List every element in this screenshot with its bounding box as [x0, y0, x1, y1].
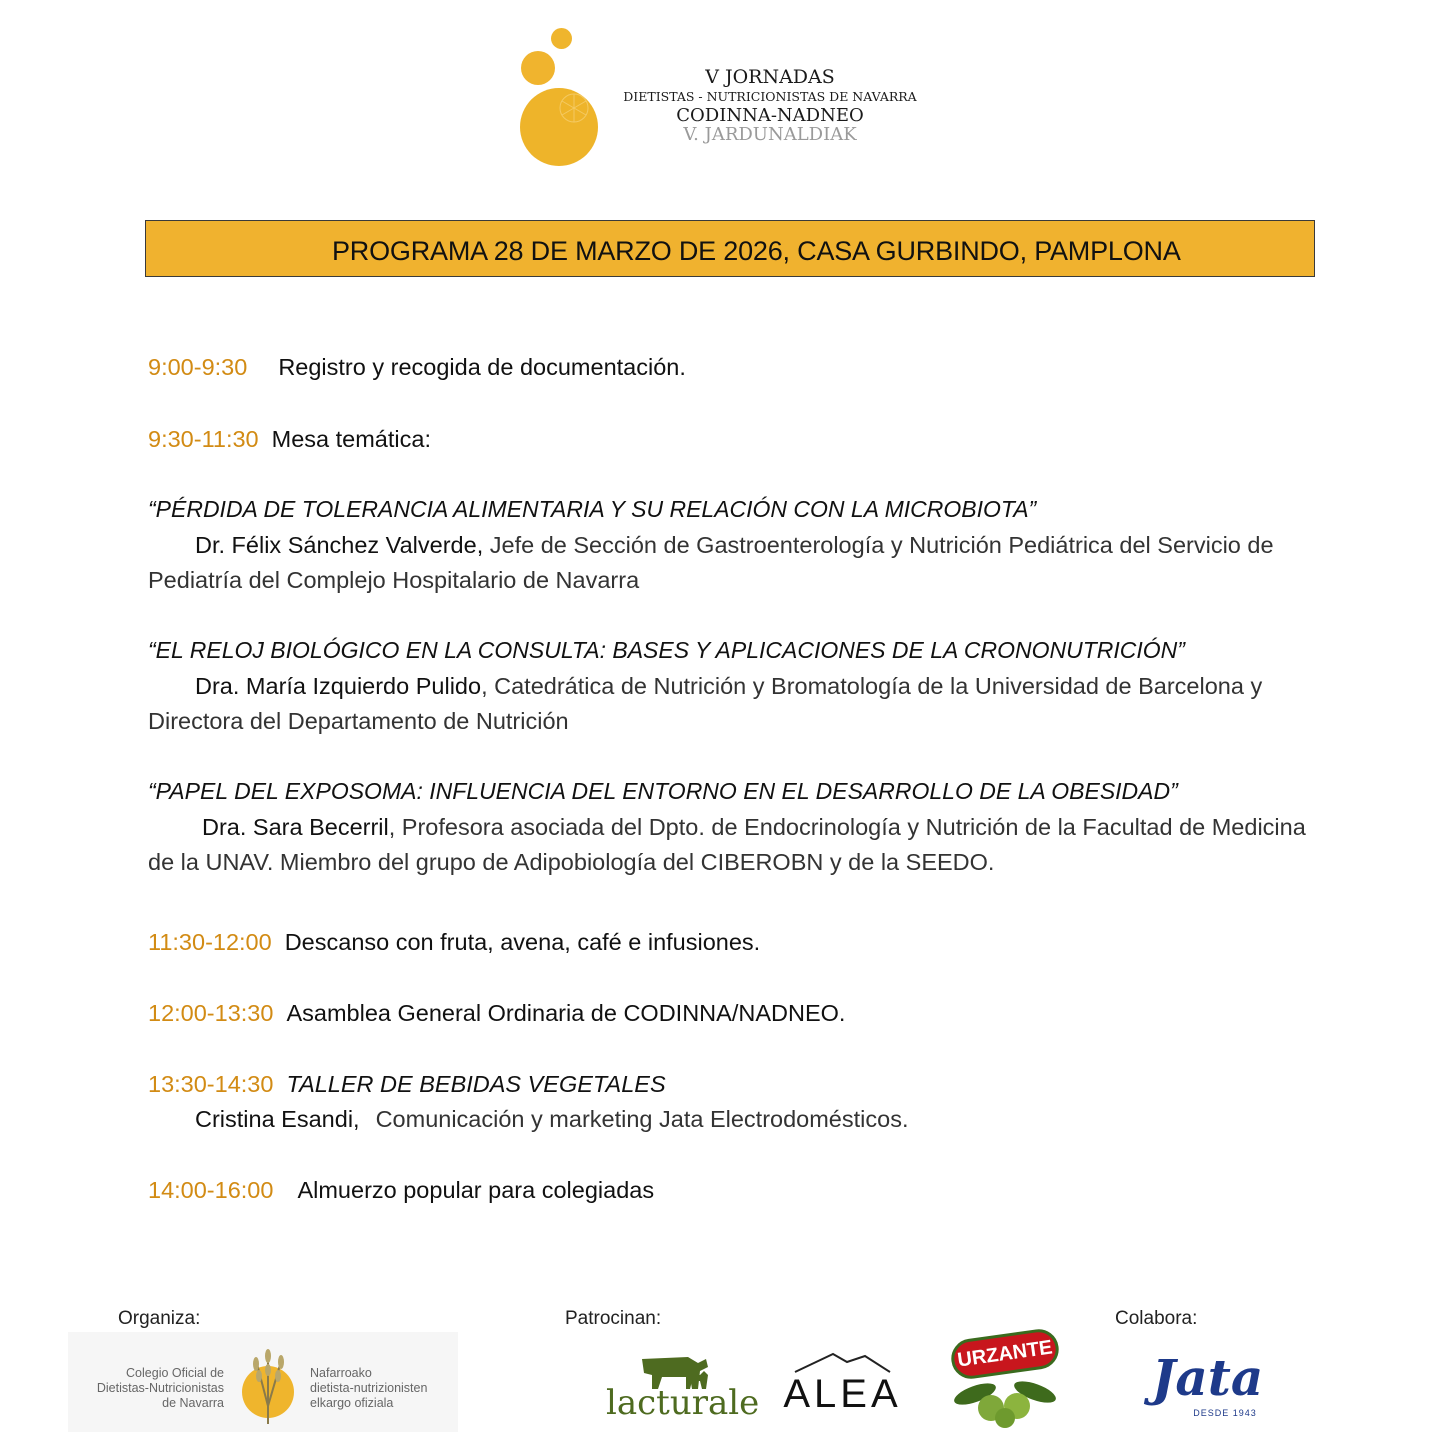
schedule-text: Registro y recogida de documentación.	[278, 354, 686, 380]
brand-line-1: V JORNADAS	[705, 66, 835, 88]
speaker-name: Cristina Esandi,	[195, 1106, 360, 1132]
speaker-name: Dra. María Izquierdo Pulido	[195, 673, 482, 699]
urzante-logo	[945, 1330, 1065, 1430]
colegio-name-eu	[310, 1366, 460, 1411]
schedule-text: TALLER DE BEBIDAS VEGETALES	[286, 1071, 666, 1097]
schedule-time: 13:30-14:30	[148, 1071, 274, 1097]
speaker-role: , Profesora asociada del Dpto. de Endocrinología y Nutrición de la Facultad de Medicina de la UNAV. Miembro del grupo de Adipobiología del CIBEROBN y de la SEEDO.	[148, 814, 1306, 875]
logo-dot-small	[551, 28, 572, 49]
colegio-es-line: Dietistas-Nutricionistas	[96, 1381, 224, 1395]
urzante-wordmark: URZANTE	[956, 1336, 1054, 1372]
citrus-slice-icon	[520, 88, 598, 166]
banner-title: PROGRAMA 28 DE MARZO DE 2026, CASA GURBINDO, PAMPLONA	[332, 236, 1181, 266]
brand-line-3: CODINNA-NADNEO	[676, 104, 864, 126]
schedule-item-mesa	[148, 426, 431, 453]
alea-wordmark: ALEA	[783, 1372, 902, 1416]
organiza-label: Organiza:	[118, 1308, 201, 1329]
jata-since: DESDE 1943	[1193, 1408, 1257, 1418]
colegio-name-es	[74, 1366, 224, 1411]
schedule-time: 11:30-12:00	[148, 929, 272, 955]
schedule-item-asamblea	[148, 1000, 845, 1027]
taller-speaker	[195, 1106, 908, 1133]
schedule-item-almuerzo	[148, 1177, 654, 1204]
schedule-time: 9:00-9:30	[148, 354, 248, 380]
talk-title-3: “PAPEL DEL EXPOSOMA: INFLUENCIA DEL ENTORNO EN EL DESARROLLO DE LA OBESIDAD”	[148, 778, 1178, 804]
lacturale-wordmark: lacturale	[606, 1383, 760, 1423]
colegio-eu-line: Nafarroako	[310, 1366, 372, 1380]
schedule-text: Almuerzo popular para colegiadas	[297, 1177, 655, 1203]
talk-speaker-2	[148, 669, 1328, 739]
talk-speaker-1	[148, 528, 1328, 598]
talk-title-1: “PÉRDIDA DE TOLERANCIA ALIMENTARIA Y SU RELACIÓN CON LA MICROBIOTA”	[148, 496, 1037, 522]
schedule-text: Descanso con fruta, avena, café e infusiones.	[284, 929, 761, 955]
schedule-item-taller	[148, 1071, 666, 1098]
schedule-time: 9:30-11:30	[148, 426, 259, 452]
schedule-time: 12:00-13:30	[148, 1000, 274, 1026]
talk-speaker-3	[148, 810, 1328, 880]
brand-line-2: DIETISTAS - NUTRICIONISTAS DE NAVARRA	[623, 89, 917, 104]
speaker-name: Dr. Félix Sánchez Valverde,	[195, 532, 484, 558]
schedule-text: Mesa temática:	[271, 426, 431, 452]
colegio-logo	[68, 1332, 458, 1432]
speaker-role: Comunicación y marketing Jata Electrodomésticos.	[375, 1106, 909, 1132]
logo-dot-medium	[521, 51, 555, 85]
speaker-role: Jefe de Sección de Gastroenterología y Nutrición Pediátrica del Servicio de Pediatría del Complejo Hospitalario de Navarra	[148, 532, 1274, 593]
wheat-orange-icon	[228, 1336, 308, 1428]
brand-line-4: V. JARDUNALDIAK	[683, 123, 857, 145]
lacturale-logo	[600, 1345, 760, 1430]
colabora-label: Colabora:	[1115, 1308, 1198, 1329]
schedule-time: 14:00-16:00	[148, 1177, 274, 1203]
colegio-eu-line: dietista-nutrizionisten	[310, 1381, 428, 1395]
colegio-es-line: Colegio Oficial de	[126, 1366, 224, 1380]
jata-logo	[1140, 1350, 1275, 1425]
jata-wordmark: Jata	[1151, 1348, 1264, 1407]
mountain-icon	[775, 1350, 910, 1374]
schedule-item-descanso	[148, 929, 760, 956]
olives-icon	[945, 1372, 1065, 1430]
schedule-text: Asamblea General Ordinaria de CODINNA/NADNEO.	[286, 1000, 846, 1026]
talk-title-2: “EL RELOJ BIOLÓGICO EN LA CONSULTA: BASES Y APLICACIONES DE LA CRONONUTRICIÓN”	[148, 637, 1185, 663]
colegio-es-line: de Navarra	[162, 1396, 224, 1410]
colegio-eu-line: elkargo ofiziala	[310, 1396, 394, 1410]
program-banner	[145, 220, 1315, 277]
event-brand	[600, 66, 940, 144]
logo-dot-large	[520, 88, 598, 166]
speaker-name: Dra. Sara Becerril	[202, 814, 389, 840]
patrocinan-label: Patrocinan:	[565, 1308, 662, 1329]
alea-logo	[775, 1350, 910, 1420]
schedule-item-registro	[148, 354, 686, 381]
speaker-role: , Catedrática de Nutrición y Bromatología de la Universidad de Barcelona y Directora del Departamento de Nutrición	[148, 673, 1263, 734]
